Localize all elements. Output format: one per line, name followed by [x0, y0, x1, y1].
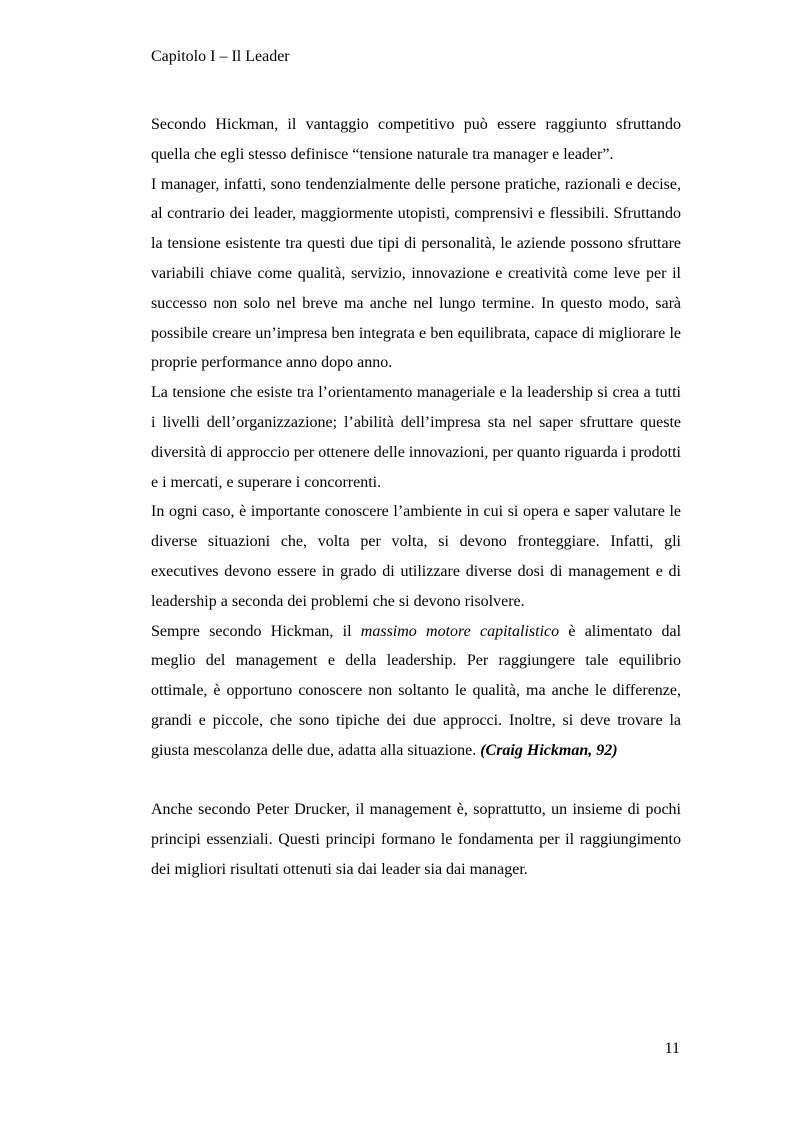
paragraph-environment: In ogni caso, è importante conoscere l’ambiente in cui si opera e saper valutare le diverse situazioni che, volta per volta, si devono fronteggiare. Infatti, gli executives devono essere in grado di utilizzare diverse dosi di management e di leadership a seconda dei problemi che si devono risolvere. — [151, 503, 681, 610]
paragraph-capitalist-engine-start: Sempre secondo Hickman, il — [151, 622, 361, 640]
body-text — [151, 110, 681, 885]
paragraph-manager-traits: I manager, infatti, sono tendenzialmente delle persone pratiche, razionali e decise, al contrario dei leader, maggiormente utopisti, comprensivi e flessibili. Sfruttando la tensione esistente tra questi due tipi di personalità, le aziende possono sfruttare variabili chiave come qualità, servizio, innovazione e creatività come leve per il successo non solo nel breve ma anche nel lungo termine. In questo modo, sarà possibile creare un’impresa ben integrata e ben equilibrata, capace di migliorare le proprie performance anno dopo anno. — [151, 175, 681, 372]
paragraph-capitalist-engine-end: è alimentato dal meglio del management e della leadership. Per raggiungere tale equilibrio ottimale, è opportuno conoscere non soltanto le qualità, ma anche le differenze, grandi e piccole, che sono tipiche dei due approcci. Inoltre, si deve trovare la giusta mescolanza delle due, adatta alla situazione. — [151, 622, 682, 759]
citation-hickman: (Craig Hickman, 92) — [480, 741, 618, 759]
page-number: 11 — [664, 1040, 680, 1057]
paragraph-capitalist-engine — [151, 617, 681, 766]
paragraph-tension: La tensione che esiste tra l’orientamento manageriale e la leadership si crea a tutti i livelli dell’organizzazione; l’abilità dell’impresa sta nel saper sfruttare queste diversità di approccio per ottenere delle innovazioni, per quanto riguarda i prodotti e i mercati, e superare i concorrenti. — [151, 384, 681, 491]
emphasis-capitalist-engine: massimo motore capitalistico — [360, 622, 560, 640]
paragraph-hickman-advantage: Secondo Hickman, il vantaggio competitivo può essere raggiunto sfruttando quella che egli stesso definisce “tensione naturale tra manager e leader”. — [151, 116, 681, 163]
running-header: Capitolo I – Il Leader — [151, 48, 290, 65]
paragraph-drucker: Anche secondo Peter Drucker, il management è, soprattutto, un insieme di pochi principi essenziali. Questi principi formano le fondamenta per il raggiungimento dei migliori risultati ottenuti sia dai leader sia dai manager. — [151, 801, 681, 878]
